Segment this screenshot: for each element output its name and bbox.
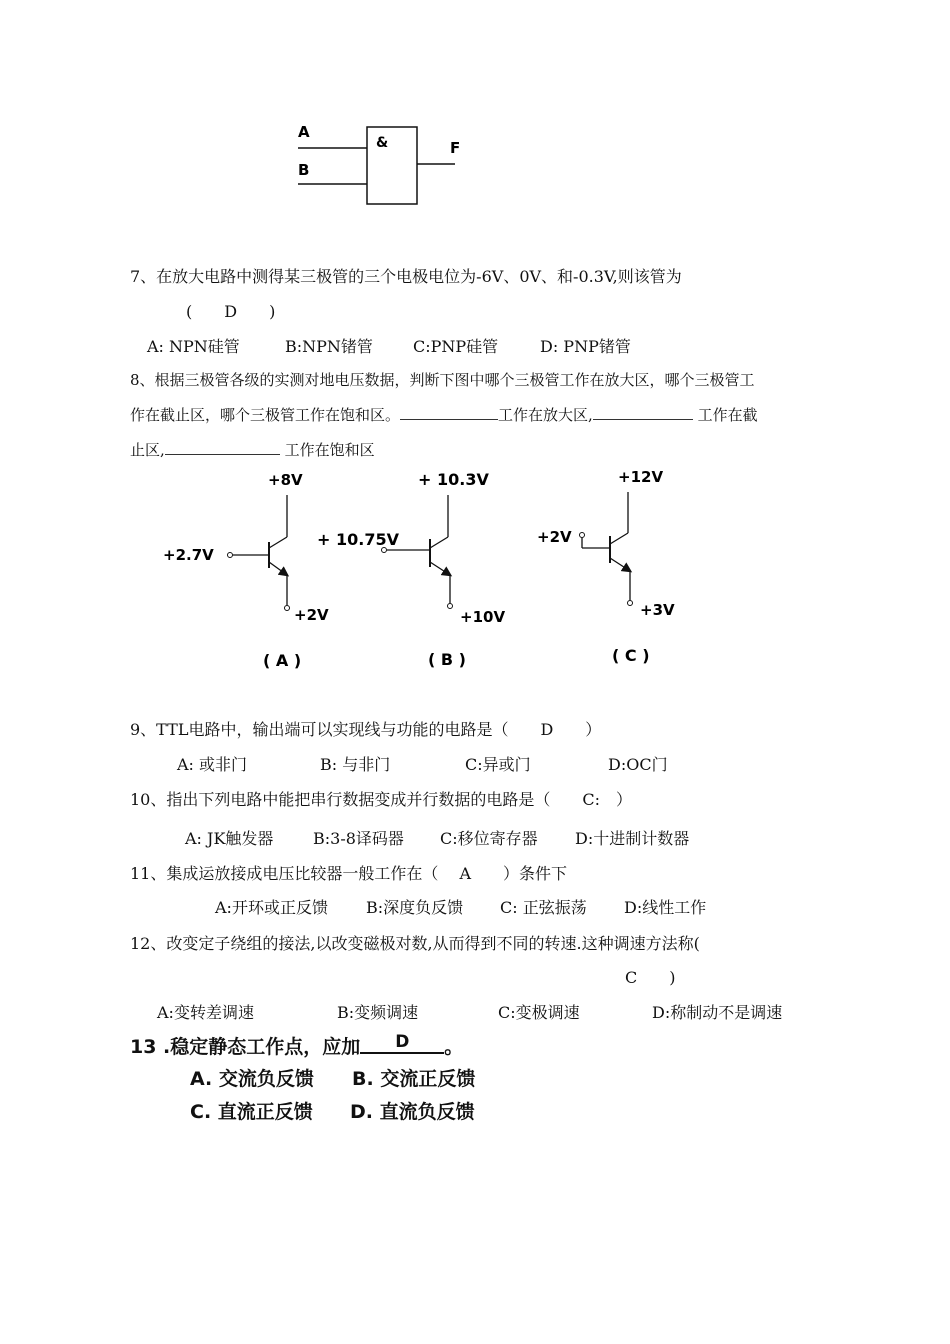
- q13-option-d: D. 直流负反馈: [350, 1101, 475, 1123]
- q8-line-3-part-a: 止区,: [130, 441, 165, 459]
- q13-answer-blank: [360, 1032, 444, 1054]
- q9-option-c: C:异或门: [465, 755, 531, 774]
- q12-text: 12、改变定子绕组的接法,以改变磁极对数,从而得到不同的转速.这种调速方法称(: [130, 934, 700, 953]
- q13-option-b: B. 交流正反馈: [352, 1068, 476, 1090]
- q7-option-d: D: PNP锗管: [540, 337, 631, 356]
- q12-option-b: B:变频调速: [337, 1003, 419, 1022]
- q10-option-c: C:移位寄存器: [440, 829, 538, 848]
- q10-text: 10、指出下列电路中能把串行数据变成并行数据的电路是（ C: ）: [130, 790, 632, 809]
- q8-line-2-part-a: 作在截止区，哪个三极管工作在饱和区。: [130, 406, 401, 424]
- q7-option-a: A: NPN硅管: [147, 337, 240, 356]
- gate-input-a-label: A: [298, 123, 310, 141]
- q11-option-c: C: 正弦振荡: [500, 898, 587, 917]
- q11-option-a: A:开环或正反馈: [215, 898, 328, 917]
- q9-option-d: D:OC门: [608, 755, 668, 774]
- transistor-a: [163, 471, 329, 670]
- transistor-c-emitter-voltage: +3V: [640, 601, 675, 619]
- gate-symbol: &: [376, 135, 389, 151]
- gate-input-b-label: B: [298, 161, 310, 179]
- q11-option-b: B:深度负反馈: [366, 898, 464, 917]
- transistor-b: [317, 470, 505, 669]
- q11-text: 11、集成运放接成电压比较器一般工作在（ A ）条件下: [130, 864, 568, 883]
- q13-option-c: C. 直流正反馈: [190, 1101, 313, 1123]
- transistor-diagrams: [150, 460, 710, 685]
- transistor-a-collector-voltage: +8V: [268, 471, 303, 489]
- q13-text-before: 13 .稳定静态工作点，应加: [130, 1036, 361, 1058]
- q8-line-3: [130, 439, 375, 460]
- transistor-a-emitter-voltage: +2V: [294, 606, 329, 624]
- transistor-c: [537, 468, 675, 665]
- q13-text: [130, 1032, 463, 1060]
- q12-option-c: C:变极调速: [498, 1003, 580, 1022]
- q11-option-d: D:线性工作: [624, 898, 707, 917]
- transistor-b-emitter-voltage: +10V: [460, 608, 506, 626]
- q8-line-1: 8、根据三极管各级的实测对地电压数据，判断下图中哪个三极管工作在放大区，哪个三极管工: [130, 371, 755, 389]
- q9-option-b: B: 与非门: [320, 755, 391, 774]
- q12-answer: C ): [625, 968, 676, 987]
- gate-body: [367, 127, 417, 204]
- q10-option-b: B:3-8译码器: [313, 829, 404, 848]
- q9-option-a: A: 或非门: [177, 755, 248, 774]
- q9-text: 9、TTL电路中，输出端可以实现线与功能的电路是（ D ）: [130, 720, 602, 739]
- transistor-b-base-voltage: + 10.75V: [317, 530, 399, 549]
- gate-output-label: F: [450, 139, 461, 157]
- q8-blank-cutoff: [593, 405, 693, 420]
- q10-option-a: A: JK触发器: [185, 829, 274, 848]
- q12-option-d: D:称制动不是调速: [652, 1003, 783, 1022]
- q8-blank-saturation: [165, 440, 280, 455]
- q7-option-b: B:NPN锗管: [285, 337, 373, 356]
- q8-line-2-part-b: 工作在放大区,: [498, 406, 593, 424]
- q10-option-d: D:十进制计数器: [575, 829, 690, 848]
- q8-line-2: [130, 404, 758, 425]
- transistor-c-collector-voltage: +12V: [618, 468, 664, 486]
- q7-answer: ( D ): [186, 302, 276, 321]
- q8-blank-active: [400, 405, 498, 420]
- and-gate-diagram: [290, 115, 480, 215]
- transistor-c-label: ( C ): [612, 646, 650, 665]
- transistor-a-label: ( A ): [263, 651, 302, 670]
- transistor-c-base-voltage: +2V: [537, 528, 572, 546]
- q13-option-a: A. 交流负反馈: [190, 1068, 314, 1090]
- q13-answer: D: [395, 1032, 410, 1052]
- transistor-a-base-voltage: +2.7V: [163, 546, 214, 564]
- q12-option-a: A:变转差调速: [157, 1003, 254, 1022]
- q8-line-2-part-c: 工作在截: [697, 406, 758, 424]
- q13-text-after: 。: [444, 1036, 464, 1058]
- q8-line-3-part-b: 工作在饱和区: [284, 441, 375, 459]
- transistor-b-collector-voltage: + 10.3V: [418, 470, 489, 489]
- q7-text: 7、在放大电路中测得某三极管的三个电极电位为-6V、0V、和-0.3V,则该管为: [130, 267, 682, 286]
- q7-option-c: C:PNP硅管: [413, 337, 499, 356]
- transistor-b-label: ( B ): [428, 650, 466, 669]
